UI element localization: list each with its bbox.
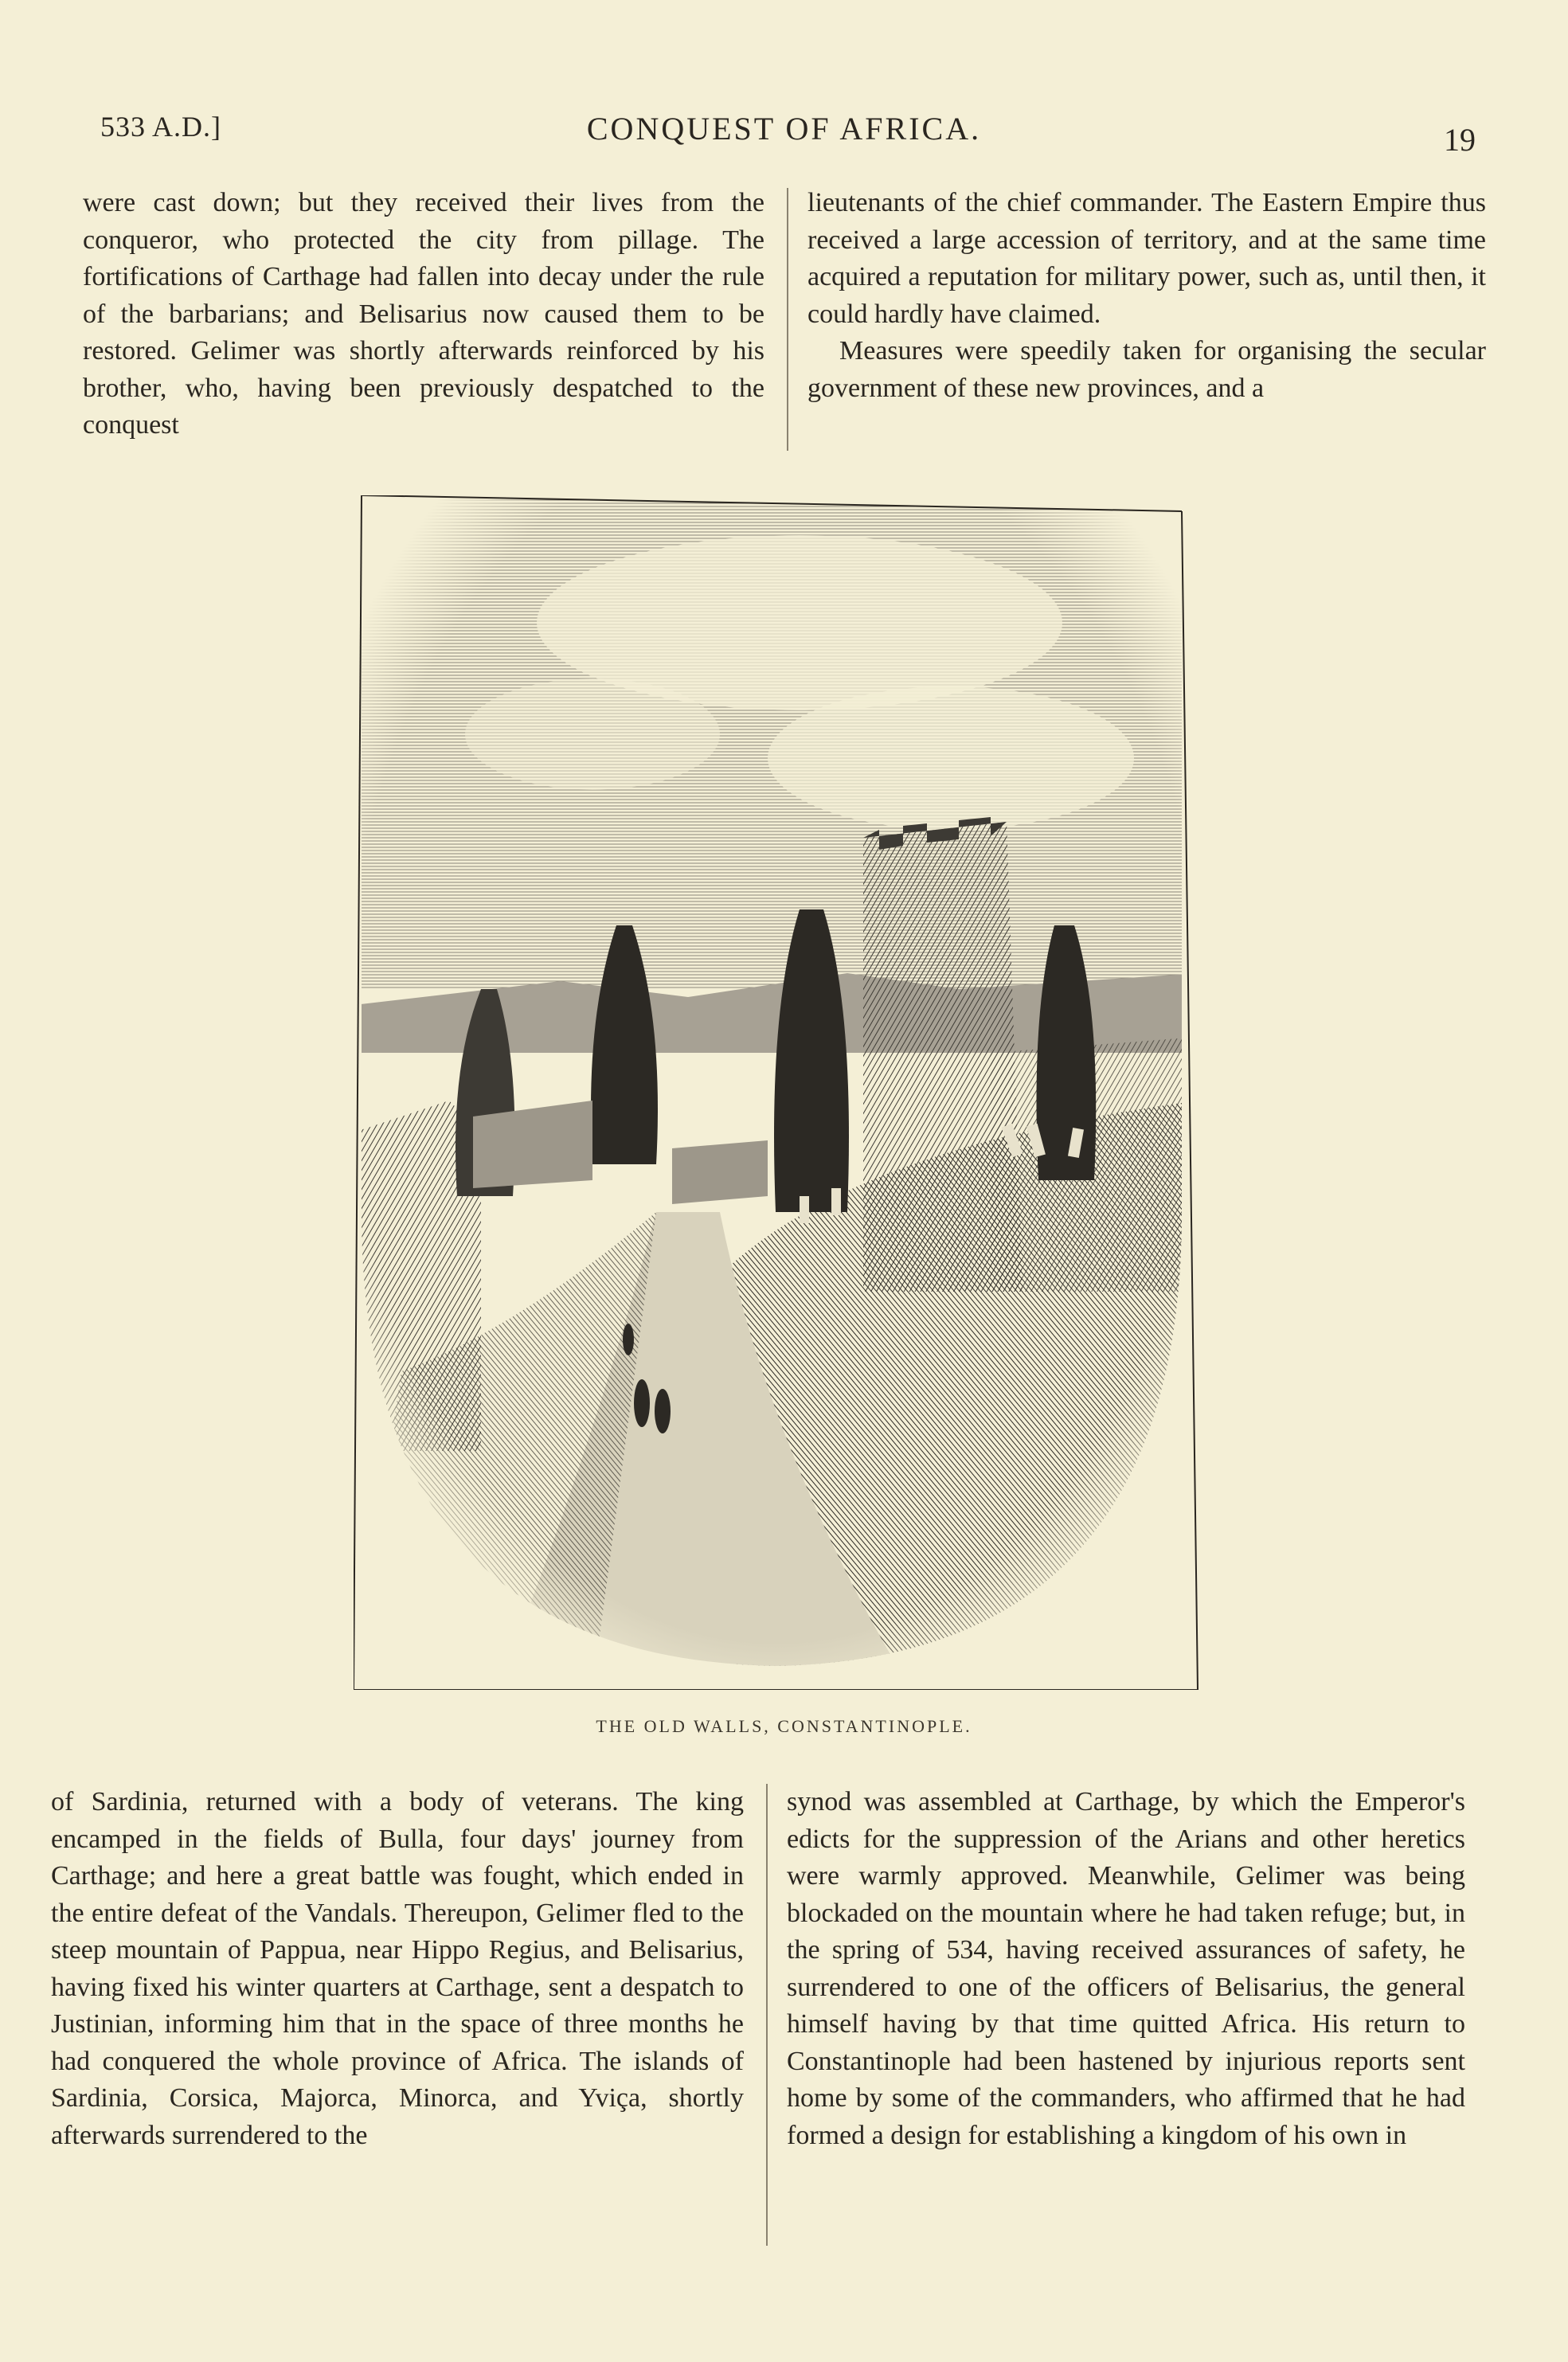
column-divider — [787, 188, 788, 451]
header-title: CONQUEST OF AFRICA. — [586, 111, 982, 147]
text-column-bottom-right — [787, 1784, 1465, 2154]
paragraph: lieutenants of the chief commander. The Eastern Empire thus received a large accession of territory, and at the same time acquired a reputation for military power, such as, until then, it could hardly have claimed. — [807, 188, 1486, 329]
text-column-top-right — [807, 185, 1486, 407]
text-column-top-left — [83, 185, 764, 444]
text-column-bottom-left — [51, 1784, 744, 2154]
header-date: 533 A.D.] — [100, 111, 221, 143]
engraving-illustration-icon — [354, 495, 1199, 1690]
column-divider — [766, 1784, 768, 2246]
page-number: 19 — [1444, 122, 1476, 158]
figure-caption: THE OLD WALLS, CONSTANTINOPLE. — [596, 1716, 972, 1736]
running-header — [0, 110, 1568, 158]
paragraph: were cast down; but they received their lives from the conqueror, who protected the city from pillage. The fortifications of Carthage had fallen into decay under the rule of the barbarians; and Belisarius now caused them to be restored. Gelimer was shortly afterwards reinforced by his brother, who, having been previously despatched to the conquest — [83, 188, 764, 440]
paragraph: Measures were speedily taken for organising the secular government of these new provinces, and a — [807, 336, 1486, 403]
paragraph: of Sardinia, returned with a body of veterans. The king encamped in the fields of Bulla, four days' journey from Carthage; and here a great battle was fought, which ended in the entire defeat of the Vandals. Thereupon, Gelimer fled to the steep mountain of Pappua, near Hippo Regius, and Belisarius, having fixed his winter quarters at Carthage, sent a despatch to Justinian, informing him that in the space of three months he had conquered the whole province of Africa. The islands of Sardinia, Corsica, Majorca, Minorca, and Yviça, shortly afterwards surrendered to the — [51, 1787, 744, 2150]
paragraph: synod was assembled at Carthage, by which the Emperor's edicts for the suppression of the Arians and other heretics were warmly approved. Meanwhile, Gelimer was being blockaded on the mountain where he had taken refuge; but, in the spring of 534, having received assurances of safety, he surrendered to one of the officers of Belisarius, the general himself having by that time quitted Africa. His return to Constantinople had been hastened by injurious reports sent home by some of the commanders, who affirmed that he had formed a design for establishing a kingdom of his own in — [787, 1787, 1465, 2150]
engraving-illustration — [354, 495, 1199, 1690]
